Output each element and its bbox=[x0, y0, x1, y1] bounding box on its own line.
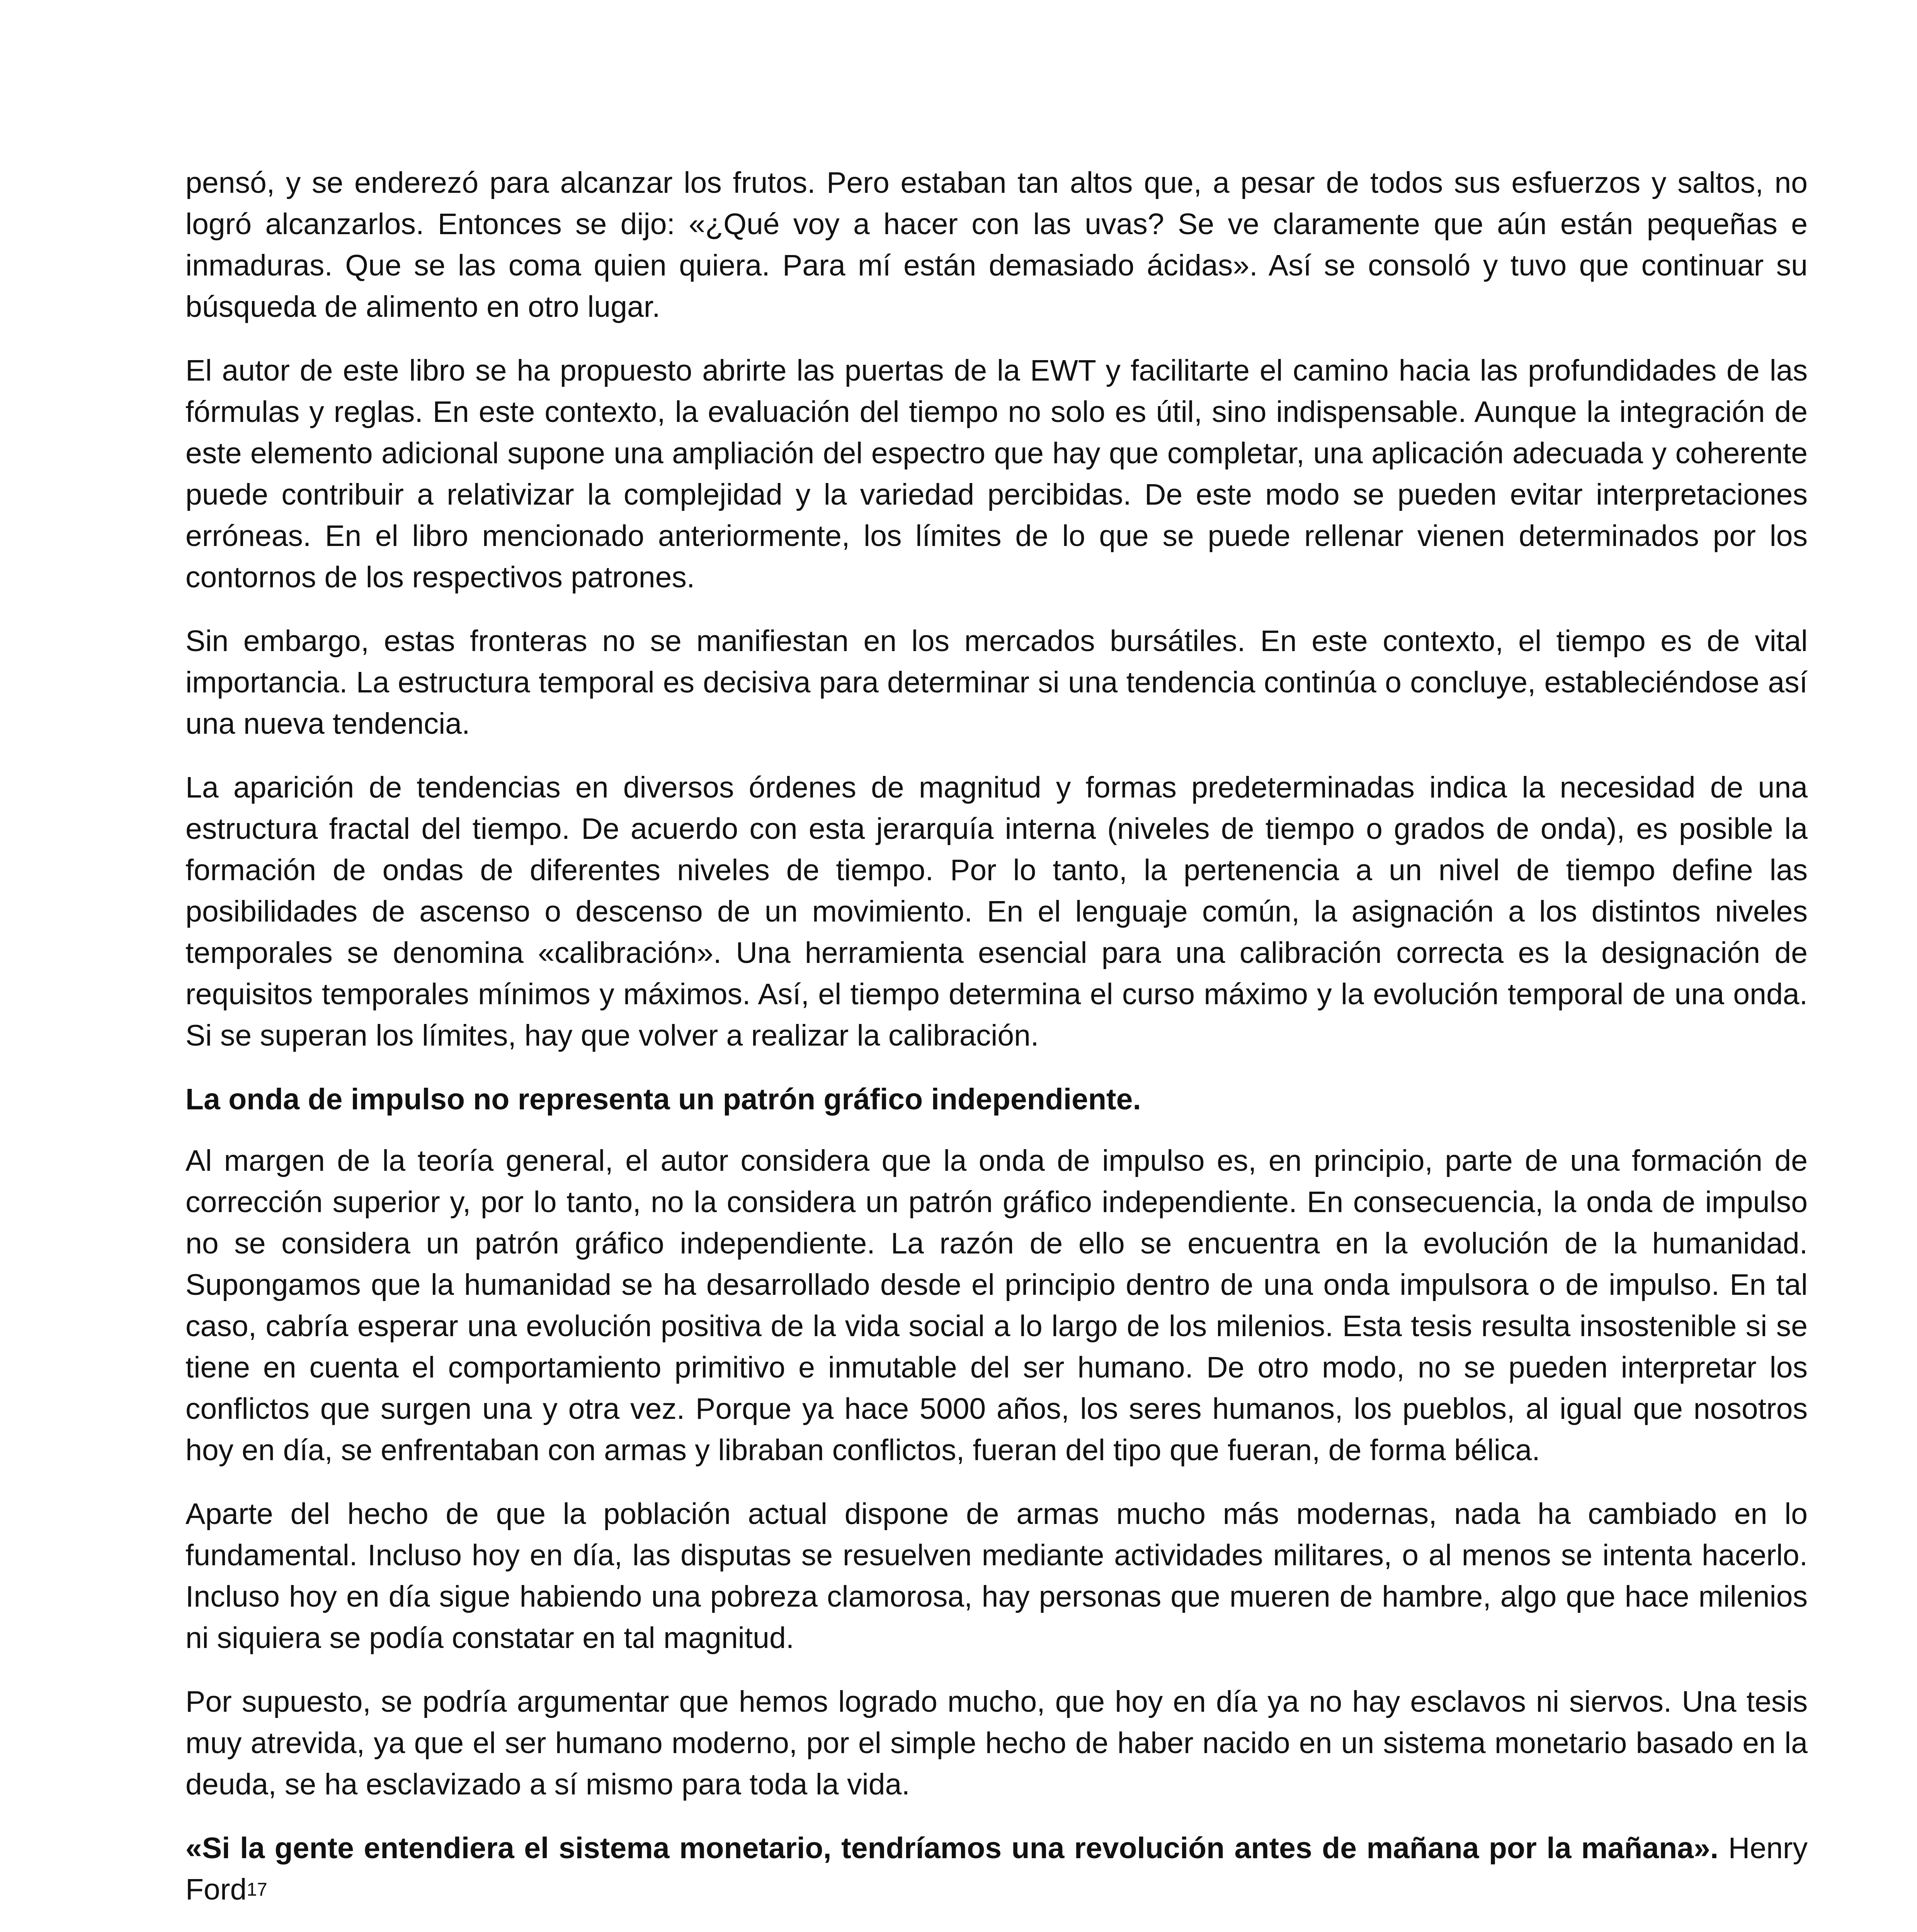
quote-text: «Si la gente entendiera el sistema monetario, tendríamos una revolución antes de mañana por la mañana». bbox=[185, 1832, 1719, 1865]
paragraph-6: Aparte del hecho de que la población actual dispone de armas mucho más modernas, nada ha cambiado en lo fundamental. Incluso hoy en día, las disputas se resuelven mediante actividades militares, o al menos se intenta hacerlo. Incluso hoy en día sigue habiendo una pobreza clamorosa, hay personas que mueren de hambre, algo que hace milenios ni siquiera se podía constatar en tal magnitud. bbox=[185, 1497, 1808, 1655]
paragraph-5: Al margen de la teoría general, el autor considera que la onda de impulso es, en principio, parte de una formación de corrección superior y, por lo tanto, no la considera un patrón gráfico independiente. En consecuencia, la onda de impulso no se considera un patrón gráfico independiente. La razón de ello se encuentra en la evolución de la humanidad. Supongamos que la humanidad se ha desarrollado desde el principio dentro de una onda impulsora o de impulso. En tal caso, cabría esperar una evolución positiva de la vida social a lo largo de los milenios. Esta tesis resulta insostenible si se tiene en cuenta el comportamiento primitivo e inmutable del ser humano. De otro modo, no se pueden interpretar los conflictos que surgen una y otra vez. Porque ya hace 5000 años, los seres humanos, los pueblos, al igual que nosotros hoy en día, se enfrentaban con armas y libraban conflictos, fueran del tipo que fueran, de forma bélica. bbox=[185, 1144, 1808, 1467]
paragraph-1: pensó, y se enderezó para alcanzar los frutos. Pero estaban tan altos que, a pesar de todos sus esfuerzos y saltos, no logró alcanzarlos. Entonces se dijo: «¿Qué voy a hacer con las uvas? Se ve claramente que aún están pequeñas e inmaduras. Que se las coma quien quiera. Para mí están demasiado ácidas». Así se consoló y tuvo que continuar su búsqueda de alimento en otro lugar. bbox=[185, 166, 1808, 323]
quote bbox=[185, 1828, 1808, 1910]
paragraph-2: El autor de este libro se ha propuesto abrirte las puertas de la EWT y facilitarte el camino hacia las profundidades de las fórmulas y reglas. En este contexto, la evaluación del tiempo no solo es útil, sino indispensable. Aunque la integración de este elemento adicional supone una ampliación del espectro que hay que completar, una aplicación adecuada y coherente puede contribuir a relativizar la complejidad y la variedad percibidas. De este modo se pueden evitar interpretaciones erróneas. En el libro mencionado anteriormente, los límites de lo que se puede rellenar vienen determinados por los contornos de los respectivos patrones. bbox=[185, 354, 1808, 594]
quote-author: Henry Ford bbox=[185, 1832, 1808, 1906]
paragraph-3: Sin embargo, estas fronteras no se manifiestan en los mercados bursátiles. En este contexto, el tiempo es de vital importancia. La estructura temporal es decisiva para determinar si una tendencia continúa o concluye, estableciéndose así una nueva tendencia. bbox=[185, 624, 1808, 740]
section-heading: La onda de impulso no representa un patrón gráfico independiente. bbox=[185, 1083, 1141, 1116]
main-text bbox=[185, 162, 1808, 1932]
paragraph-7: Por supuesto, se podría argumentar que hemos logrado mucho, que hoy en día ya no hay esclavos ni siervos. Una tesis muy atrevida, ya que el ser humano moderno, por el simple hecho de haber nacido en un sistema monetario basado en la deuda, se ha esclavizado a sí mismo para toda la vida. bbox=[185, 1685, 1808, 1801]
paragraph-4: La aparición de tendencias en diversos órdenes de magnitud y formas predeterminadas indica la necesidad de una estructura fractal del tiempo. De acuerdo con esta jerarquía interna (niveles de tiempo o grados de onda), es posible la formación de ondas de diferentes niveles de tiempo. Por lo tanto, la pertenencia a un nivel de tiempo define las posibilidades de ascenso o descenso de un movimiento. En el lenguaje común, la asignación a los distintos niveles temporales se denomina «calibración». Una herramienta esencial para una calibración correcta es la designación de requisitos temporales mínimos y máximos. Así, el tiempo determina el curso máximo y la evolución temporal de una onda. Si se superan los límites, hay que volver a realizar la calibración. bbox=[185, 771, 1808, 1052]
footnote-reference[interactable]: 17 bbox=[247, 1879, 267, 1900]
